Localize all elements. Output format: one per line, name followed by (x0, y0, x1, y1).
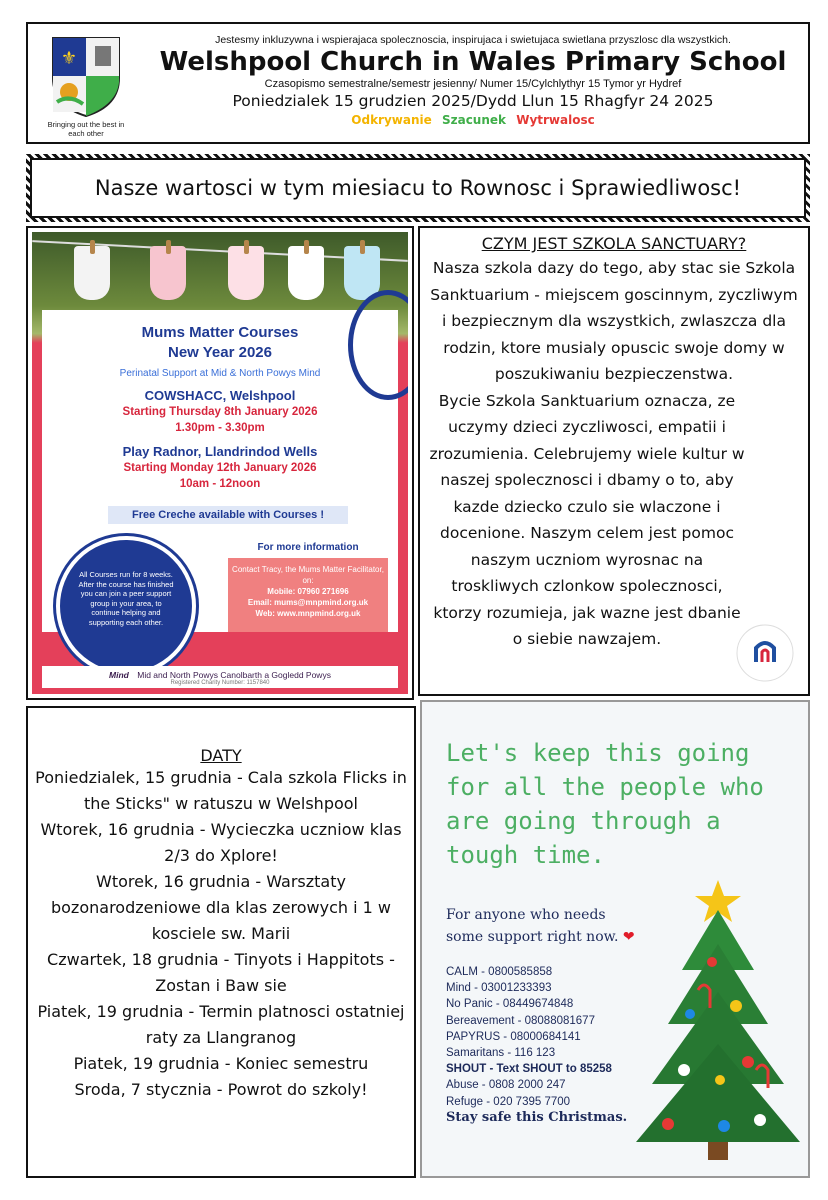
crest-motto: Bringing out the best in each other (47, 120, 125, 138)
venue1-start: Starting Thursday 8th January 2026 (122, 406, 318, 418)
value-perseverance: Wytrwalosc (516, 113, 595, 127)
newsletter-header (26, 22, 810, 144)
helpline-item: Bereavement - 08088081677 (446, 1014, 595, 1027)
sock-image (288, 246, 324, 300)
course-info-bubble: All Courses run for 8 weeks. After the course has finished you can join a peer support group in your area, to continue helping and supporting each other. (56, 536, 196, 676)
charity-number: Registered Charity Number: 1157840 (170, 680, 270, 686)
support-intro-text: For anyone who needs some support right now. (446, 907, 619, 945)
sock-image (74, 246, 110, 300)
school-crest (42, 32, 130, 142)
contact-email: Email: mums@mnpmind.org.uk (247, 598, 369, 607)
helpline-item: Abuse - 0808 2000 247 (446, 1079, 566, 1092)
date-item: Wtorek, 16 grudnia - Warsztaty bozonarodzeniowe dla klas zerowych i 1 w kosciele sw. Marii (50, 872, 392, 943)
date-item: Piatek, 19 grudnia - Koniec semestru (73, 1054, 369, 1073)
helpline-list (446, 964, 656, 1110)
heart-icon: ❤ (622, 929, 635, 945)
header-text (138, 34, 808, 127)
date-item: Poniedzialek, 15 grudnia - Cala szkola Flicks in the Sticks" w ratuszu w Welshpool (35, 768, 407, 813)
school-values (138, 113, 808, 127)
venue1-name: COWSHACC, Welshpool (144, 388, 296, 403)
mind-logo: Mind (109, 670, 129, 680)
date-item: Czwartek, 18 grudnia - Tinyots i Happitots - Zostan i Baw sie (47, 950, 395, 995)
value-discovery: Odkrywanie (351, 113, 432, 127)
sanctuary-paragraph-2: Bycie Szkola Sanktuarium oznacza, ze uczymy dzieci zyczliwosci, empatii i zrozumienia. Celebrujemy wiele kultur w naszej spolecznosci i dbamy o to, aby kazde dziecko czulo sie wlaczone i docenione. Naszym celem jest pomoc naszym uczniom wyrosnac na troskliwych czlonkow spolecznosci, ktorzy rozumieja, jak wazne jest dbanie o siebie nawzajem. (429, 391, 745, 648)
venue2-start: Starting Monday 12th January 2026 (123, 462, 317, 474)
support-footer: Stay safe this Christmas. (446, 1110, 628, 1125)
peg-icon (360, 240, 365, 254)
support-headline: Let's keep this going for all the people who are going through a tough time. (446, 739, 764, 869)
poster-card (42, 310, 398, 632)
support-intro (446, 904, 646, 948)
poster-footer-text: Mid and North Powys Canolbarth a Gogledd Powys (137, 670, 331, 680)
peg-icon (304, 240, 309, 254)
school-tagline: Jestesmy inkluzywna i wspierajaca spolecznoscia, inspirujaca i swietujaca swietlana przyszlosc dla wszystkich. (215, 34, 731, 46)
info-heading: For more information (257, 542, 359, 553)
peg-icon (244, 240, 249, 254)
sanctuary-body (420, 253, 808, 653)
schools-of-sanctuary-logo (734, 622, 796, 684)
school-crest-icon (49, 32, 123, 118)
support-panel (420, 700, 810, 1178)
date-item: Piatek, 19 grudnia - Termin platnosci ostatniej raty za Llangranog (37, 1002, 405, 1047)
contact-mobile: Mobile: 07960 271696 (267, 587, 349, 596)
poster-subtitle: Perinatal Support at Mid & North Powys Mind (119, 368, 321, 379)
venue2-name: Play Radnor, Llandrindod Wells (122, 444, 318, 459)
poster-title: Mums Matter Courses (141, 324, 299, 341)
sock-image (228, 246, 264, 300)
mums-matter-poster (32, 232, 408, 694)
svg-text:⚜: ⚜ (60, 48, 78, 69)
poster-footer (42, 666, 398, 688)
school-name: Welshpool Church in Wales Primary School (159, 47, 787, 77)
value-respect: Szacunek (441, 113, 507, 127)
helpline-item: No Panic - 08449674848 (446, 998, 574, 1011)
dates-panel (26, 706, 416, 1178)
date-item: Wtorek, 16 grudnia - Wycieczka uczniow klas 2/3 do Xplore! (40, 820, 402, 865)
issue-line: Czasopismo semestralne/semestr jesienny/ Numer 15/Cylchlythyr 15 Tymor yr Hydref (264, 78, 682, 90)
sanctuary-panel (418, 226, 810, 696)
sock-image (150, 246, 186, 300)
helpline-item: Mind - 03001233393 (446, 982, 552, 995)
monthly-values-banner (26, 154, 810, 222)
peg-icon (166, 240, 171, 254)
christmas-tree-icon (628, 874, 808, 1164)
date-item: Sroda, 7 stycznia - Powrot do szkoly! (74, 1080, 368, 1099)
sanctuary-title: CZYM JEST SZKOLA SANCTUARY? (481, 234, 747, 253)
helpline-item: Refuge - 020 7395 7700 (446, 1095, 571, 1108)
helpline-item: SHOUT - Text SHOUT to 85258 (446, 1063, 612, 1076)
sanctuary-logo-icon (734, 622, 796, 684)
poster-year: New Year 2026 (168, 344, 272, 361)
monthly-values-text: Nasze wartosci w tym miesiacu to Rownosc i Sprawiedliwosc! (94, 176, 742, 200)
peg-icon (90, 240, 95, 254)
newsletter-date: Poniedzialek 15 grudzien 2025/Dydd Llun 15 Rhagfyr 24 2025 (232, 92, 714, 110)
helpline-item: CALM - 0800585858 (446, 966, 553, 978)
creche-note: Free Creche available with Courses ! (108, 506, 348, 524)
helpline-item: Samaritans - 116 123 (446, 1047, 556, 1060)
venue1-time: 1.30pm - 3.30pm (175, 422, 265, 434)
mums-matter-poster-panel (26, 226, 414, 700)
contact-web: Web: www.mnpmind.org.uk (255, 609, 361, 618)
dates-title: DATY (200, 746, 242, 765)
contact-text: Contact Tracy, the Mums Matter Facilitator, on: (232, 565, 384, 585)
venue2-time: 10am - 12noon (179, 478, 261, 490)
helpline-item: PAPYRUS - 08000684141 (446, 1030, 581, 1043)
contact-box (228, 558, 388, 632)
sanctuary-paragraph-1: Nasza szkola dazy do tego, aby stac sie Szkola Sanktuarium - miejscem goscinnym, zyczliwym i bezpiecznym dla wszystkich, zwlaszcza dla rodzin, ktore musialy opuscic swoje domy w poszukiwaniu bezpieczenstwa. (430, 259, 798, 383)
